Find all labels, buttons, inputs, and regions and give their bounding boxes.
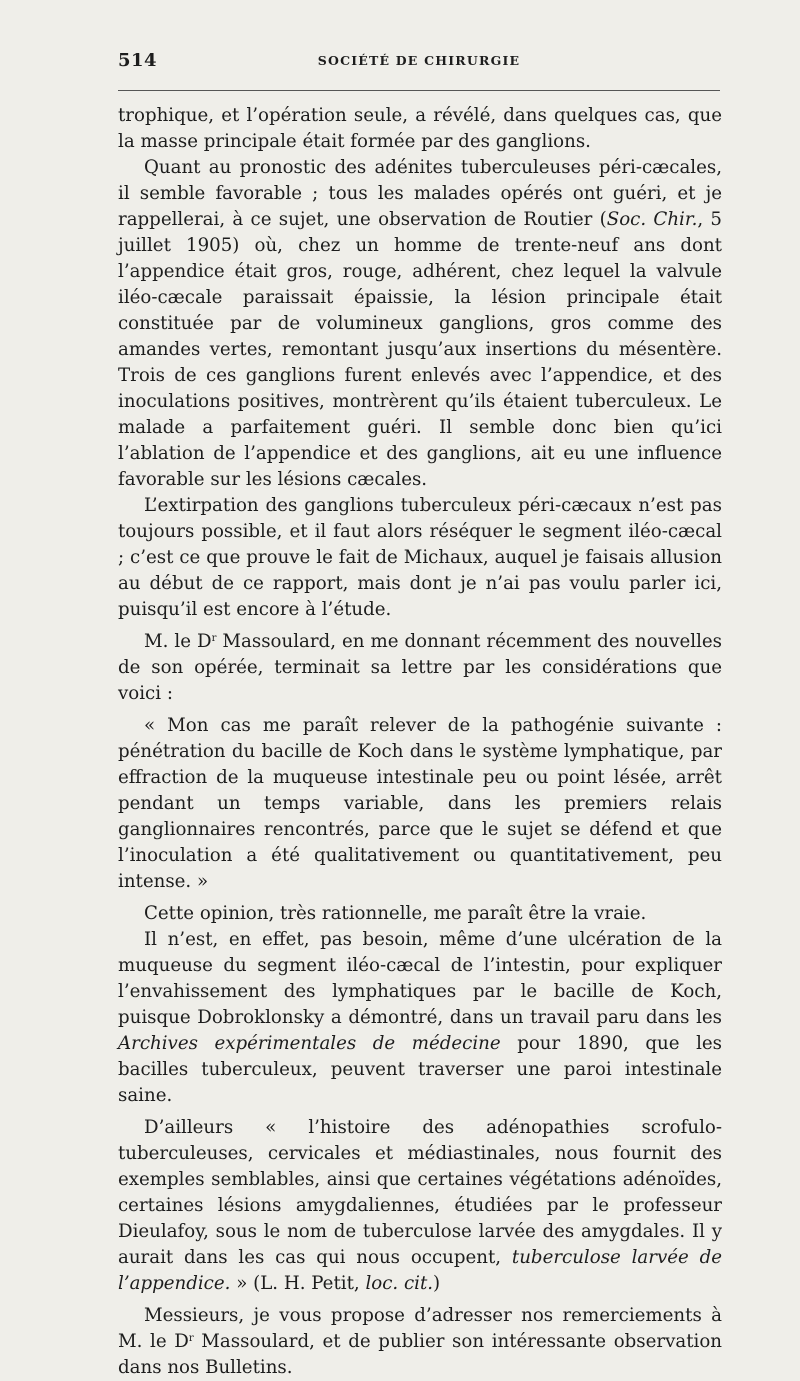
- body-text: [118, 103, 722, 1381]
- quotation: « Mon cas me paraît relever de la pathogénie suivante : pénétration du bacille de Koch dans le système lymphatique, par effraction de la muqueuse intestinale peu ou point lésée, arrêt pendant un temps variable, dans les premiers relais ganglionnaires rencontrés, parce que le sujet se défend et que l’inoculation a été qualitativement ou quantitativement, peu intense. »: [118, 715, 722, 892]
- page-header: [118, 50, 720, 76]
- paragraph: D’ailleurs « l’histoire des adénopathies scrofulo-tuberculeuses, cervicales et médiastinales, nous fournit des exemples semblables, ainsi que certaines végétations adénoïdes, certaines lésions amygdaliennes, étudiées par le professeur Dieulafoy, sous le nom de tuberculose larvée des amygdales. Il y aurait dans les cas qui nous occupent, tuberculose larvée de l’appendice. » (L. H. Petit, loc. cit.): [118, 1117, 722, 1294]
- paragraph: trophique, et l’opération seule, a révélé, dans quelques cas, que la masse principale était formée par des ganglions.: [118, 105, 722, 152]
- running-title: SOCIÉTÉ DE CHIRURGIE: [317, 53, 521, 68]
- page-number: 514: [118, 50, 158, 71]
- paragraph: L’extirpation des ganglions tuberculeux péri-cæcaux n’est pas toujours possible, et il faut alors réséquer le segment iléo-cæcal ; c’est ce que prouve le fait de Michaux, auquel je faisais allusion au début de ce rapport, mais dont je n’ai pas voulu parler ici, puisqu’il est encore à l’étude.: [118, 495, 722, 620]
- paragraph: Quant au pronostic des adénites tuberculeuses péri-cæcales, il semble favorable ; tous les malades opérés ont guéri, et je rappellerai, à ce sujet, une observation de Routier (Soc. Chir., 5 juillet 1905) où, chez un homme de trente-neuf ans dont l’appendice était gros, rouge, adhérent, chez lequel la valvule iléo-cæcale paraissait épaissie, la lésion principale était constituée par de volumineux ganglions, gros comme des amandes vertes, remontant jusqu’aux insertions du mésentère. Trois de ces ganglions furent enlevés avec l’appendice, et des inoculations positives, montrèrent qu’ils étaient tuberculeux. Le malade a parfaitement guéri. Il semble donc bien qu’ici l’ablation de l’appendice et des ganglions, ait eu une influence favorable sur les lésions cæcales.: [118, 157, 723, 490]
- paragraph: Cette opinion, très rationnelle, me paraît être la vraie.: [144, 903, 647, 924]
- paragraph: M. le $D^r$ Massoulard, en me donnant récemment des nouvelles de son opérée, terminait sa lettre par les considérations que voici :: [118, 631, 723, 704]
- paragraph: Messieurs, je vous propose d’adresser nos remerciements à M. le $D^r$ Massoulard, et de publier son intéressante observation dans nos Bulletins.: [118, 1305, 722, 1378]
- header-rule: [118, 90, 720, 91]
- paragraph: Il n’est, en effet, pas besoin, même d’une ulcération de la muqueuse du segment iléo-cæcal de l’intestin, pour expliquer l’envahissement des lymphatiques par le bacille de Koch, puisque Dobroklonsky a démontré, dans un travail paru dans les Archives expérimentales de médecine pour 1890, que les bacilles tuberculeux, peuvent traverser une paroi intestinale saine.: [118, 929, 722, 1106]
